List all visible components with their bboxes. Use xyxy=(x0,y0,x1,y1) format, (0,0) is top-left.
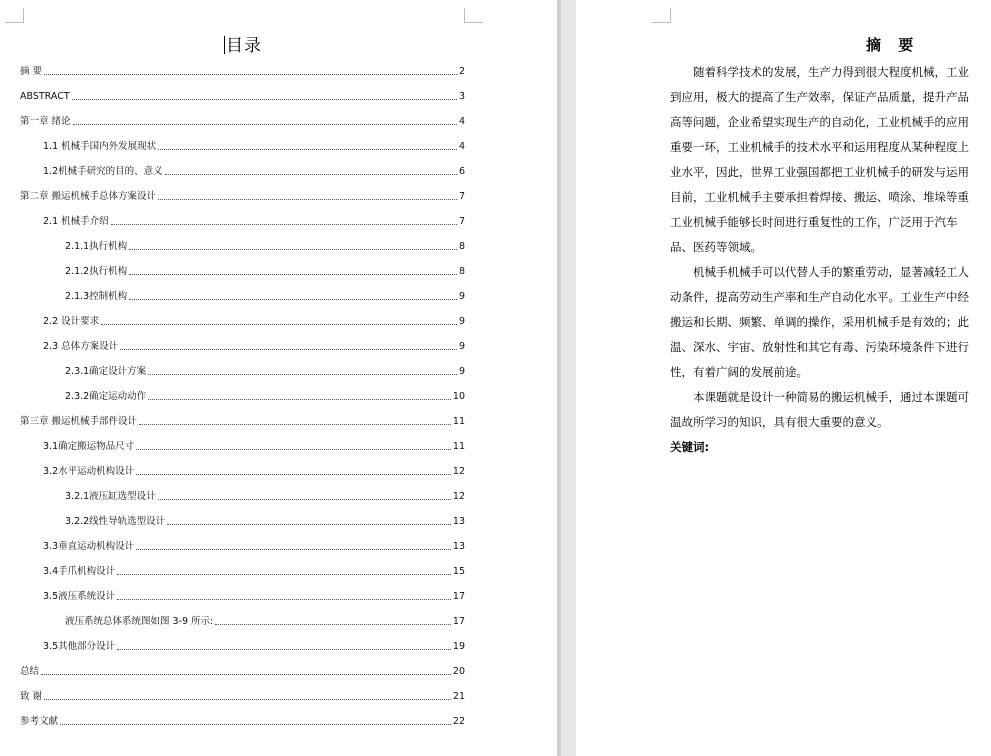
toc-dot-leader xyxy=(215,624,451,625)
toc-dot-leader xyxy=(72,99,457,100)
toc-dot-leader xyxy=(158,499,451,500)
toc-page-number: 20 xyxy=(452,666,465,677)
toc-page-number: 4 xyxy=(458,141,465,152)
toc-entry[interactable] xyxy=(43,139,465,153)
toc-page-number: 12 xyxy=(452,466,465,477)
toc-entry-title: 2.1 机械手介绍 xyxy=(43,216,109,227)
toc-entry-title: 2.3.2确定运动动作 xyxy=(65,391,147,402)
abstract-line: 随着科学技术的发展，生产力得到很大程度机械，工业 xyxy=(693,65,969,79)
toc-page-number: 9 xyxy=(458,291,465,302)
toc-entry-title: 3.3垂直运动机构设计 xyxy=(43,541,135,552)
toc-page-number: 9 xyxy=(458,341,465,352)
text-cursor xyxy=(224,36,225,54)
toc-dot-leader xyxy=(167,524,451,525)
toc-page-number: 11 xyxy=(452,441,465,452)
toc-entry-title: 3.5液压系统设计 xyxy=(43,591,116,602)
toc-entry[interactable] xyxy=(20,714,465,728)
toc-entry[interactable] xyxy=(43,539,465,553)
toc-entry-title: 3.1确定搬运物品尺寸 xyxy=(43,441,135,452)
toc-page-number: 10 xyxy=(452,391,465,402)
toc-entry[interactable] xyxy=(20,689,465,703)
toc-dot-leader xyxy=(117,599,451,600)
toc-entry[interactable] xyxy=(65,239,465,253)
toc-dot-leader xyxy=(139,424,451,425)
toc-entry-title: 1.1 机械手国内外发展现状 xyxy=(43,141,157,152)
toc-entry-title: 3.5其他部分设计 xyxy=(43,641,116,652)
toc-entry[interactable] xyxy=(20,414,465,428)
toc-entry[interactable] xyxy=(20,89,465,103)
abstract-line: 搬运和长期、频繁、单调的操作，采用机械手是有效的；此 xyxy=(670,315,969,329)
toc-entry[interactable] xyxy=(43,464,465,478)
page-corner-mark-top-right xyxy=(464,8,483,23)
toc-entry-title: 第三章 搬运机械手部件设计 xyxy=(20,416,138,427)
abstract-page xyxy=(576,0,991,756)
toc-entry-title: 2.1.1执行机构 xyxy=(65,241,128,252)
toc-dot-leader xyxy=(148,374,457,375)
toc-dot-leader xyxy=(60,724,451,725)
toc-entry-title: 1.2机械手研究的目的、意义 xyxy=(43,166,163,177)
toc-entry[interactable] xyxy=(20,189,465,203)
toc-dot-leader xyxy=(73,124,457,125)
toc-page-number: 2 xyxy=(458,66,465,77)
abstract-line: 高等问题，企业希望实现生产的自动化，工业机械手的应用 xyxy=(670,115,969,129)
toc-page-number: 7 xyxy=(458,216,465,227)
toc-entry[interactable] xyxy=(65,614,465,628)
toc-entry[interactable] xyxy=(20,664,465,678)
toc-page-number: 17 xyxy=(452,616,465,627)
toc-entry-title: 3.2水平运动机构设计 xyxy=(43,466,135,477)
toc-page-number: 17 xyxy=(452,591,465,602)
toc-entry-title: 2.3 总体方案设计 xyxy=(43,341,119,352)
abstract-line: 本课题就是设计一种简易的搬运机械手，通过本课题可 xyxy=(693,390,969,404)
toc-entry[interactable] xyxy=(20,64,465,78)
toc-entry[interactable] xyxy=(43,339,465,353)
toc-entry-title: 2.2 设计要求 xyxy=(43,316,100,327)
toc-page-number: 7 xyxy=(458,191,465,202)
toc-entry-title: 3.2.1液压缸选型设计 xyxy=(65,491,156,502)
toc-entry-title: ABSTRACT xyxy=(20,91,70,102)
toc-dot-leader xyxy=(129,299,457,300)
toc-entry-title: 第二章 搬运机械手总体方案设计 xyxy=(20,191,157,202)
toc-page-number: 9 xyxy=(458,316,465,327)
toc-entry[interactable] xyxy=(65,289,465,303)
abstract-line: 到应用，极大的提高了生产效率，保证产品质量，提升产品 xyxy=(670,90,969,104)
toc-page-number: 13 xyxy=(452,516,465,527)
toc-page-number: 9 xyxy=(458,366,465,377)
toc-page-number: 8 xyxy=(458,266,465,277)
toc-dot-leader xyxy=(129,274,457,275)
toc-entry[interactable] xyxy=(43,214,465,228)
toc-entry[interactable] xyxy=(65,364,465,378)
toc-page-number: 21 xyxy=(452,691,465,702)
toc-dot-leader xyxy=(165,174,457,175)
page-corner-mark-top-left xyxy=(652,8,671,23)
toc-dot-leader xyxy=(158,199,457,200)
toc-entry[interactable] xyxy=(43,164,465,178)
toc-entry-title: 2.1.3控制机构 xyxy=(65,291,128,302)
toc-dot-leader xyxy=(117,649,451,650)
toc-page-number: 15 xyxy=(452,566,465,577)
toc-entry-title: 液压系统总体系统图如图 3-9 所示: xyxy=(65,616,214,627)
abstract-line: 工业机械手能够长时间进行重复性的工作，广泛用于汽车 xyxy=(670,215,958,229)
toc-entry[interactable] xyxy=(43,639,465,653)
toc-dot-leader xyxy=(136,474,451,475)
toc-dot-leader xyxy=(158,149,457,150)
toc-entry-title: 摘 要 xyxy=(20,66,43,77)
toc-entry-title: 3.2.2线性导轨选型设计 xyxy=(65,516,166,527)
toc-page-number: 8 xyxy=(458,241,465,252)
abstract-line: 机械手机械手可以代替人手的繁重劳动，显著减轻工人 xyxy=(693,265,969,279)
toc-entry[interactable] xyxy=(43,589,465,603)
toc-entry-title: 总结 xyxy=(20,666,40,677)
page-corner-mark-top-left xyxy=(5,8,24,23)
toc-dot-leader xyxy=(111,224,457,225)
toc-entry[interactable] xyxy=(65,489,465,503)
toc-title: 目录 xyxy=(226,36,262,56)
toc-entry[interactable] xyxy=(43,439,465,453)
toc-dot-leader xyxy=(120,349,457,350)
toc-dot-leader xyxy=(117,574,451,575)
abstract-line: 品、医药等领域。 xyxy=(670,240,762,254)
keywords-label: 关键词: xyxy=(670,440,710,454)
toc-entry-title: 2.3.1确定设计方案 xyxy=(65,366,147,377)
toc-dot-leader xyxy=(101,324,457,325)
abstract-line: 目前，工业机械手主要承担着焊接、搬运、喷涂、堆垛等重 xyxy=(670,190,969,204)
toc-page-number: 13 xyxy=(452,541,465,552)
toc-entry-title: 3.4手爪机构设计 xyxy=(43,566,116,577)
toc-dot-leader xyxy=(44,74,457,75)
toc-entry[interactable] xyxy=(65,389,465,403)
toc-dot-leader xyxy=(136,449,451,450)
toc-entry[interactable] xyxy=(43,314,465,328)
toc-entry[interactable] xyxy=(20,114,465,128)
abstract-line: 业水平，因此，世界工业强国都把工业机械手的研发与运用 xyxy=(670,165,969,179)
toc-page-number: 19 xyxy=(452,641,465,652)
toc-dot-leader xyxy=(148,399,451,400)
toc-page-number: 22 xyxy=(452,716,465,727)
abstract-body xyxy=(670,60,991,460)
toc-entry-title: 参考文献 xyxy=(20,716,59,727)
abstract-title: 摘 要 xyxy=(866,36,920,54)
toc-page-number: 4 xyxy=(458,116,465,127)
toc-entry[interactable] xyxy=(65,264,465,278)
abstract-line: 温故所学习的知识，具有很大重要的意义。 xyxy=(670,415,889,429)
toc-entry[interactable] xyxy=(43,564,465,578)
page-gap xyxy=(557,0,576,756)
abstract-line: 温、深水、宇宙、放射性和其它有毒、污染环境条件下进行 xyxy=(670,340,969,354)
toc-dot-leader xyxy=(44,699,451,700)
toc-page-number: 6 xyxy=(458,166,465,177)
toc-entry-title: 第一章 绪论 xyxy=(20,116,71,127)
toc-page-number: 12 xyxy=(452,491,465,502)
toc-page-number: 11 xyxy=(452,416,465,427)
toc-dot-leader xyxy=(136,549,451,550)
toc-dot-leader xyxy=(41,674,451,675)
abstract-line: 性，有着广阔的发展前途。 xyxy=(670,365,808,379)
toc-page-number: 3 xyxy=(458,91,465,102)
toc-entry-title: 2.1.2执行机构 xyxy=(65,266,128,277)
abstract-line: 动条件，提高劳动生产率和生产自动化水平。工业生产中经 xyxy=(670,290,969,304)
toc-entry[interactable] xyxy=(65,514,465,528)
toc-dot-leader xyxy=(129,249,457,250)
abstract-line: 重要一环，工业机械手的技术水平和运用程度从某种程度上 xyxy=(670,140,969,154)
toc-entry-title: 致 谢 xyxy=(20,691,43,702)
